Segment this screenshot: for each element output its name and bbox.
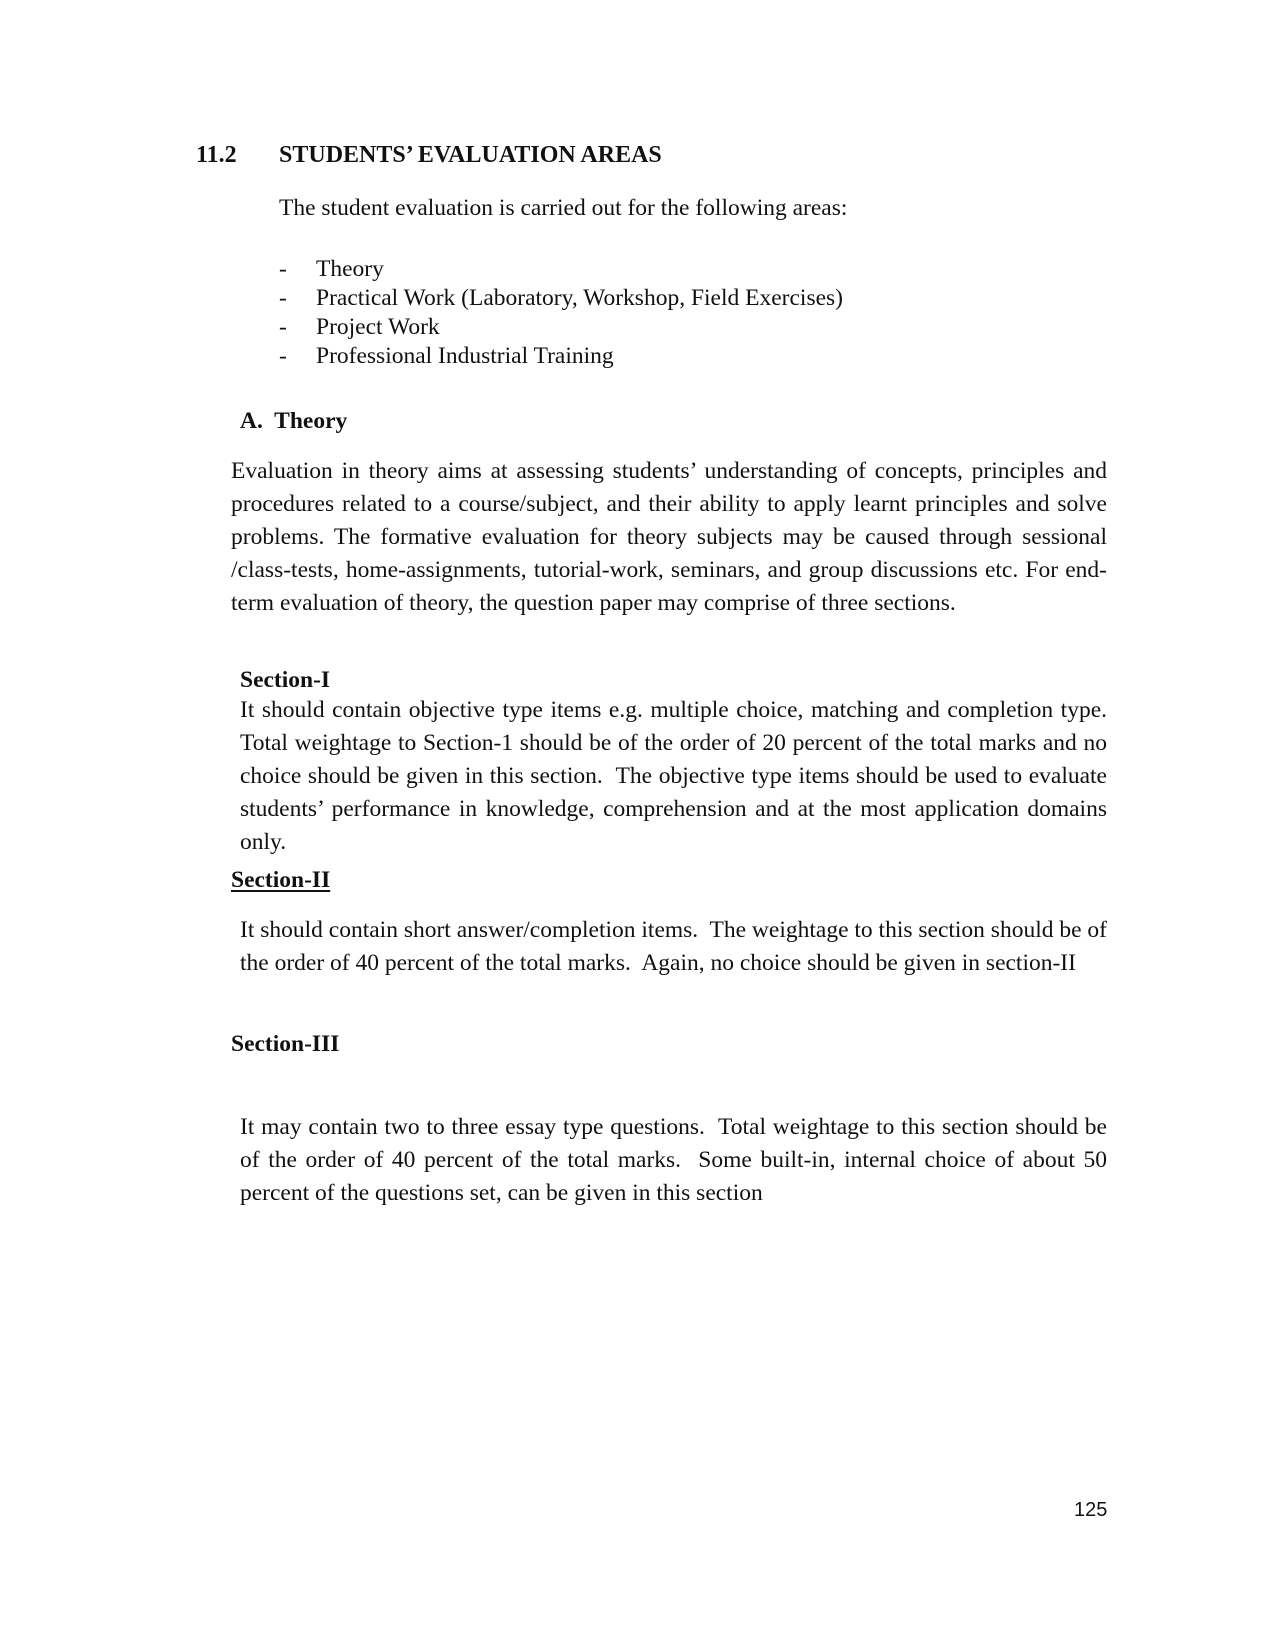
section-2-heading: Section-II: [231, 867, 331, 893]
intro-text: The student evaluation is carried out for the following areas:: [279, 195, 848, 221]
evaluation-areas-list: [279, 255, 843, 371]
section-3-text: It may contain two to three essay type questions. Total weightage to this section should be of the order of 40 percent of the total marks. Some built-in, internal choice of about 50 percent of the questions set, can be given in this section: [240, 1114, 1113, 1206]
section-number: 11.2: [196, 142, 237, 168]
bullet-dash: -: [279, 314, 287, 340]
list-item-label: Project Work: [316, 314, 440, 340]
section-2-text: It should contain short answer/completion items. The weightage to this section should be of the order of 40 percent of the total marks. Again, no choice should be given in section-II: [240, 917, 1113, 976]
section-1-text: It should contain objective type items e.g. multiple choice, matching and completion type. Total weightage to Section-1 should be of the order of 20 percent of the total marks and no choice should be given in this section. The objective type items should be used to evaluate students’ performance in knowledge, comprehension and at the most application domains only.: [240, 697, 1113, 855]
list-item-label: Practical Work (Laboratory, Workshop, Field Exercises): [316, 285, 843, 311]
list-item: [279, 313, 843, 342]
list-item: [279, 284, 843, 313]
page-number: 125: [1074, 1499, 1108, 1521]
section-1-heading: Section-I: [240, 667, 331, 693]
list-item: [279, 342, 843, 371]
bullet-dash: -: [279, 285, 287, 311]
section-title: STUDENTS’ EVALUATION AREAS: [279, 142, 662, 168]
list-item-label: Professional Industrial Training: [316, 343, 614, 369]
bullet-dash: -: [279, 256, 287, 282]
theory-heading: A. Theory: [240, 408, 348, 434]
theory-paragraph: Evaluation in theory aims at assessing students’ understanding of concepts, principles and procedures related to a course/subject, and their ability to apply learnt principles and solve problems. The formative evaluation for theory subjects may be caused through sessional /class-tests, home-assignments, tutorial-work, seminars, and group discussions etc. For end-term evaluation of theory, the question paper may comprise of three sections.: [231, 458, 1107, 616]
list-item: [279, 255, 843, 284]
list-item-label: Theory: [316, 256, 384, 282]
section-3-heading: Section-III: [231, 1031, 340, 1057]
bullet-dash: -: [279, 343, 287, 369]
